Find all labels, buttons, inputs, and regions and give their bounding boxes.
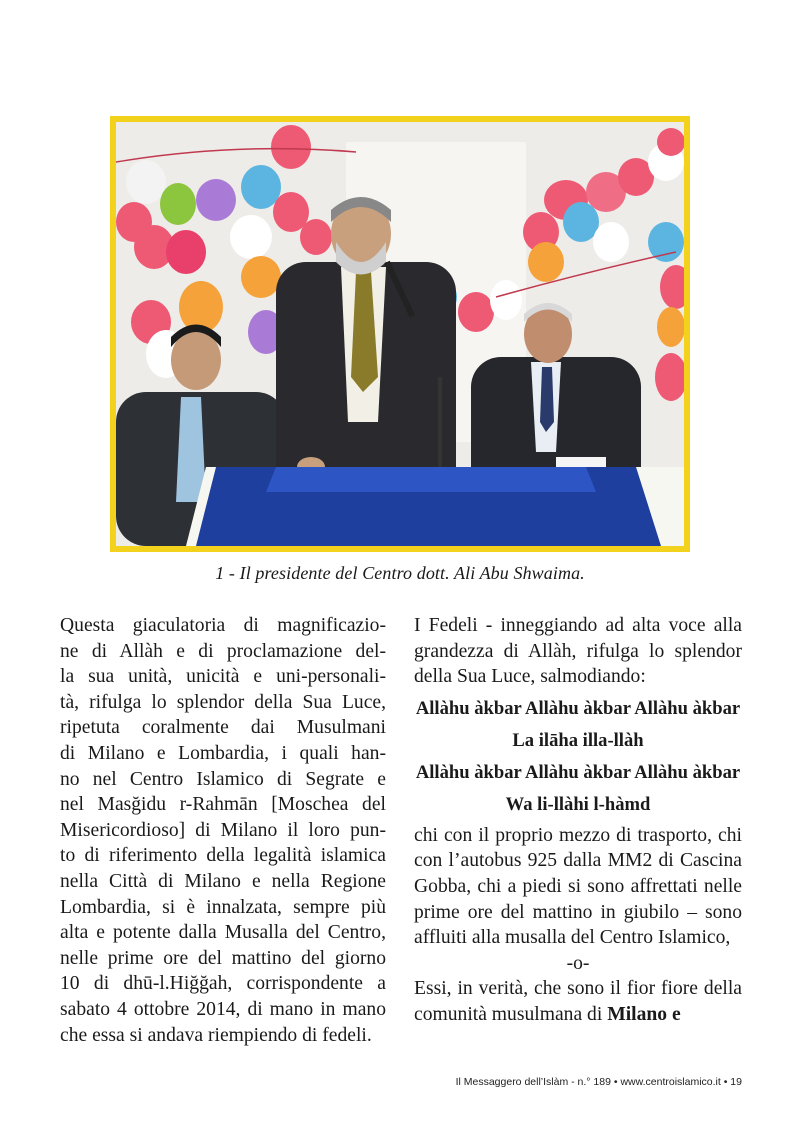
text-line: 10 di dhū-l.Hiğğah, corrispondente a [60,973,386,995]
photo-illustration [116,122,684,546]
page-footer: Il Messaggero dell’Islàm - n.° 189 • www.centroislamico.it • 19 [455,1076,742,1088]
event-photo [110,116,690,552]
text-line: Questa giaculatoria di magnificazio- [60,615,386,636]
chant-line: Wa li-llàhi l-hàmd [505,793,651,815]
intro-paragraph: I Fedeli - inneggiando ad alta voce alla grandezza di Allàh, rifulga lo splendor della Sua Luce, salmodiando: [414,615,742,688]
text-line: sabato 4 ottobre 2014, di mano in mano [60,998,386,1020]
closing-paragraph [414,976,742,1027]
text-line: ripetuta coralmente dai Musulmani [60,717,386,739]
closing-bold-text: Milano e [607,1003,681,1025]
closing-text: Essi, in verità, che sono il fior fiore della comunità musulmana di [414,978,742,1025]
text-line: nelle prime ore del mattino del giorno [60,947,386,969]
section-separator: -o- [566,952,590,974]
text-line: to di riferimento della legalità islamica [60,845,386,867]
text-line: ne di Allàh e di proclamazione del- [60,640,386,662]
text-line: Lombardia, si è innalzata, sempre più [60,896,386,918]
text-line: che essa si andava riempiendo di fedeli. [60,1024,372,1046]
chant-line: Allàhu àkbar Allàhu àkbar Allàhu àkbar [415,761,741,783]
text-line: nella Città di Milano e nella Regione [60,870,386,892]
chant-line: Allàhu àkbar Allàhu àkbar Allàhu àkbar [415,697,741,719]
text-line: nel Masğidu r-Rahmān [Moschea del [60,794,386,816]
text-line: tà, rifulga lo splendor della Sua Luce, [60,691,386,713]
text-line: la sua unità, unicità e uni-personali- [60,666,386,688]
text-line: alta e potente dalla Musalla del Centro, [60,922,386,944]
right-column [414,613,742,1028]
chant-line: La ilāha illa-llàh [512,729,644,751]
table-with-blue-cloth [186,467,684,546]
left-column [60,613,386,1048]
text-line: di Milano e Lombardia, i quali han- [60,742,386,764]
text-line: Misericordioso] di Milano il loro pun- [60,819,386,841]
photo-caption: 1 - Il presidente del Centro dott. Ali Abu Shwaima. [215,563,585,583]
body-paragraph: chi con il proprio mezzo di trasporto, chi con l’autobus 925 dalla MM2 di Cascina Gobba, chi a piedi si sono affrettati nelle prime ore del mattino in giubilo – sono affluiti alla musalla del Centro Islamico, [414,824,742,949]
text-line: no nel Centro Islamico di Segrate e [60,768,386,790]
